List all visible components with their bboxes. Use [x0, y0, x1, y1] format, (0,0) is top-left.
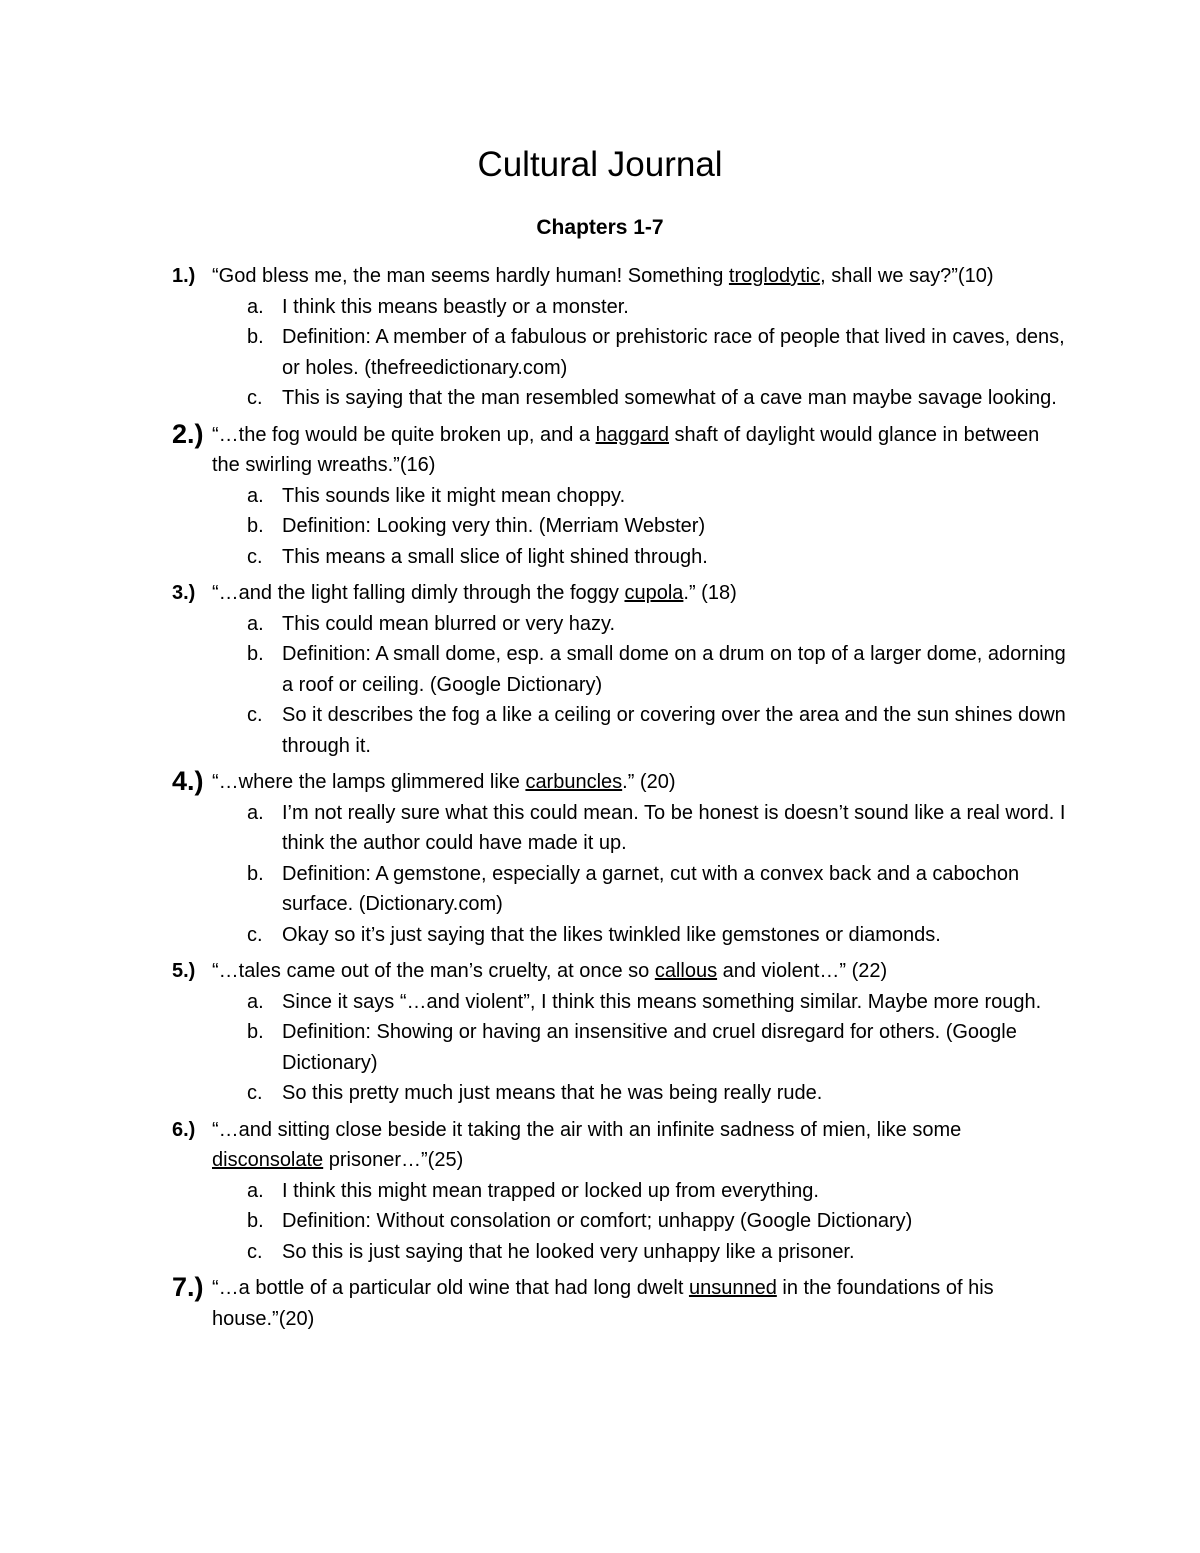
definition-text: Definition: A small dome, esp. a small dome on a drum on top of a larger dome, adorning a roof or ceiling. (Google Dictionary)	[282, 643, 1066, 696]
entry-number: 3.)	[172, 582, 196, 604]
vocab-word: haggard	[595, 423, 669, 446]
entry-quote	[0, 767, 1200, 798]
vocab-word: callous	[654, 960, 718, 982]
vocab-word: cupola	[624, 582, 684, 604]
definition-line	[0, 1206, 1200, 1237]
quote-text-end: shaft of daylight would glance in between the swirling wreaths.”(16)	[212, 423, 1040, 476]
meaning-text: So this is just saying that he looked very unhappy like a prisoner.	[282, 1240, 855, 1263]
journal-entry-2	[0, 420, 1200, 573]
quote-text-end: .” (20)	[622, 771, 676, 793]
list-letter: a.	[247, 612, 264, 635]
meaning-text: So it describes the fog a like a ceiling or covering over the area and the sun shines down through it.	[282, 704, 1066, 757]
definition-line	[0, 859, 1200, 920]
list-letter: c.	[247, 387, 263, 409]
guess-line	[0, 481, 1200, 512]
entry-quote	[0, 261, 1200, 292]
quote-text-end: .” (18)	[683, 582, 737, 604]
vocab-word: troglodytic	[728, 265, 821, 287]
quote-text-end: , shall we say?”(10)	[820, 265, 994, 287]
definition-line	[0, 322, 1200, 383]
guess-text: This sounds like it might mean choppy.	[282, 484, 626, 507]
page-subtitle: Chapters 1-7	[536, 216, 664, 239]
meaning-text: So this pretty much just means that he was being really rude.	[282, 1082, 823, 1104]
entry-quote	[0, 420, 1200, 481]
guess-line	[0, 292, 1200, 323]
entry-number: 2.)	[172, 418, 204, 449]
entry-quote	[0, 956, 1200, 987]
guess-text: I think this means beastly or a monster.	[282, 295, 629, 318]
guess-line	[0, 1176, 1200, 1207]
list-letter: c.	[247, 1240, 263, 1263]
definition-text: Definition: Showing or having an insensitive and cruel disregard for others. (Google Dictionary)	[282, 1021, 1017, 1074]
vocab-word: disconsolate	[212, 1149, 324, 1171]
entry-number: 5.)	[172, 960, 196, 982]
list-letter: b.	[247, 862, 264, 885]
meaning-line	[0, 700, 1200, 761]
entry-number: 7.)	[172, 1272, 204, 1302]
entry-quote	[0, 578, 1200, 609]
list-letter: c.	[247, 923, 263, 946]
definition-text: Definition: A member of a fabulous or prehistoric race of people that lived in caves, dens, or holes. (thefreedictionary.com)	[282, 326, 1065, 379]
list-letter: b.	[247, 1210, 264, 1232]
entry-number: 4.)	[172, 766, 204, 796]
meaning-line	[0, 1237, 1200, 1268]
page-title: Cultural Journal	[477, 145, 723, 184]
quote-text-end: in the foundations of his house.”(20)	[212, 1277, 994, 1330]
definition-text: Definition: Looking very thin. (Merriam Webster)	[282, 515, 706, 537]
meaning-text: Okay so it’s just saying that the likes twinkled like gemstones or diamonds.	[282, 923, 941, 946]
definition-line	[0, 1017, 1200, 1078]
list-letter: a.	[247, 484, 264, 507]
list-letter: a.	[247, 295, 264, 318]
list-letter: b.	[247, 643, 264, 665]
guess-text: This could mean blurred or very hazy.	[282, 612, 616, 635]
journal-entry-1	[0, 261, 1200, 414]
definition-text: Definition: Without consolation or comfort; unhappy (Google Dictionary)	[282, 1210, 913, 1232]
quote-text: “…a bottle of a particular old wine that had long dwelt	[212, 1277, 689, 1299]
definition-text: Definition: A gemstone, especially a garnet, cut with a convex back and a cabochon surface. (Dictionary.com)	[282, 862, 1020, 915]
entry-quote	[0, 1115, 1200, 1176]
list-letter: a.	[247, 1179, 264, 1202]
list-letter: a.	[247, 801, 264, 824]
vocab-word: carbuncles	[525, 771, 623, 793]
quote-text: “…tales came out of the man’s cruelty, at once so	[212, 960, 655, 982]
guess-line	[0, 987, 1200, 1018]
definition-line	[0, 639, 1200, 700]
guess-line	[0, 609, 1200, 640]
quote-text-end: and violent…” (22)	[717, 960, 888, 982]
journal-entry-6	[0, 1115, 1200, 1268]
meaning-line	[0, 1078, 1200, 1109]
journal-entry-7	[0, 1273, 1200, 1334]
guess-text: Since it says “…and violent”, I think this means something similar. Maybe more rough.	[282, 990, 1042, 1013]
meaning-line	[0, 383, 1200, 414]
guess-text: I’m not really sure what this could mean. To be honest is doesn’t sound like a real word. I think the author could have made it up.	[282, 801, 1066, 854]
list-letter: c.	[247, 704, 263, 726]
definition-line	[0, 511, 1200, 542]
guess-line	[0, 798, 1200, 859]
quote-text: “…the fog would be quite broken up, and a	[212, 423, 596, 446]
quote-text: “…where the lamps glimmered like	[212, 771, 526, 793]
journal-entries	[0, 261, 1200, 1340]
journal-entry-3	[0, 578, 1200, 761]
meaning-text: This means a small slice of light shined through.	[282, 545, 708, 568]
meaning-text: This is saying that the man resembled somewhat of a cave man maybe savage looking.	[282, 387, 1057, 409]
list-letter: c.	[247, 545, 263, 568]
meaning-line	[0, 542, 1200, 573]
list-letter: c.	[247, 1082, 263, 1104]
quote-text: “God bless me, the man seems hardly human! Something	[212, 265, 729, 287]
list-letter: b.	[247, 326, 264, 348]
guess-text: I think this might mean trapped or locked up from everything.	[282, 1179, 819, 1202]
list-letter: b.	[247, 515, 264, 537]
meaning-line	[0, 920, 1200, 951]
entry-number: 1.)	[172, 265, 196, 287]
vocab-word: unsunned	[688, 1277, 777, 1299]
journal-entry-5	[0, 956, 1200, 1109]
entry-quote	[0, 1273, 1200, 1334]
list-letter: b.	[247, 1021, 264, 1043]
quote-text-end: prisoner…”(25)	[323, 1149, 464, 1171]
list-letter: a.	[247, 990, 264, 1013]
quote-text: “…and the light falling dimly through the foggy	[212, 582, 625, 604]
quote-text: “…and sitting close beside it taking the air with an infinite sadness of mien, like some	[212, 1118, 962, 1141]
entry-number: 6.)	[172, 1118, 196, 1141]
journal-entry-4	[0, 767, 1200, 950]
